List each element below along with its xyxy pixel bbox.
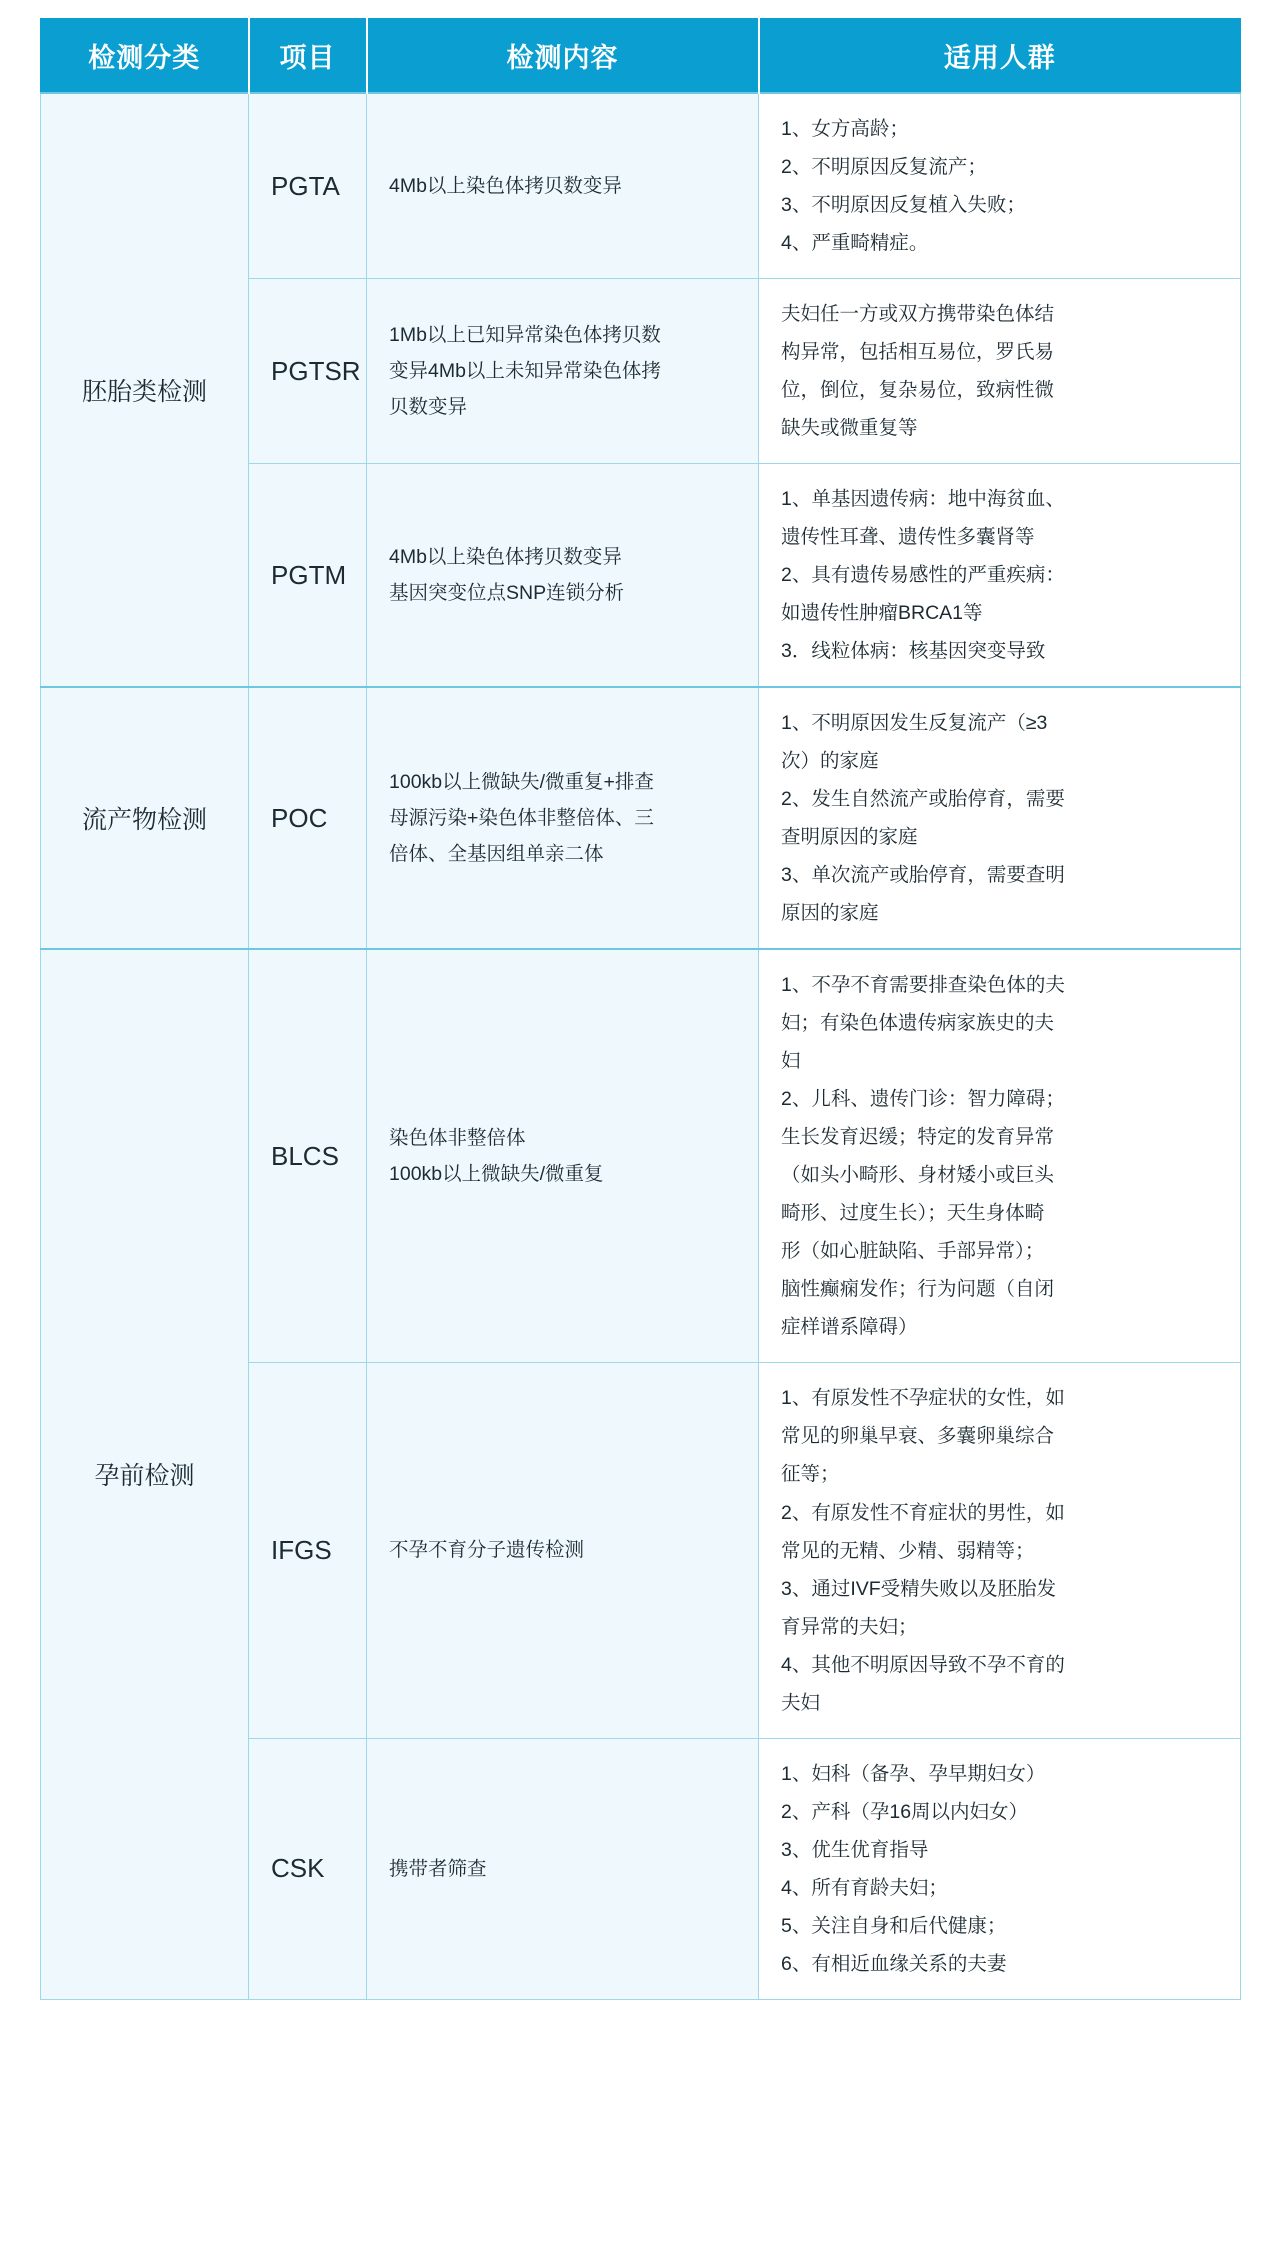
content-line: 染色体非整倍体: [389, 1127, 526, 1150]
cell-content: [367, 1363, 759, 1738]
people-line: 2、具有遗传易感性的严重疾病：: [781, 564, 1065, 587]
people-line: 原因的家庭: [781, 902, 879, 925]
content-line: 贝数变异: [389, 396, 468, 419]
people-line: 构异常，包括相互易位，罗氏易: [781, 341, 1055, 364]
cell-content: [367, 1738, 759, 1999]
content-line: 4Mb以上染色体拷贝数变异: [389, 546, 622, 569]
people-line: 妇: [781, 1050, 801, 1073]
cell-people: [759, 949, 1241, 1363]
cell-people: [759, 1738, 1241, 1999]
column-header-category: 检测分类: [41, 19, 249, 94]
people-line: 遗传性耳聋、遗传性多囊肾等: [781, 526, 1035, 549]
content-line: 基因突变位点SNP连锁分析: [389, 582, 625, 605]
people-line: 1、有原发性不孕症状的女性，如: [781, 1387, 1065, 1410]
people-line: （如头小畸形、身材矮小或巨头: [781, 1164, 1055, 1187]
column-header-content: 检测内容: [367, 19, 759, 94]
people-line: 育异常的夫妇；: [781, 1615, 918, 1638]
people-line: 常见的卵巢早衰、多囊卵巢综合: [781, 1425, 1055, 1448]
people-line: 3、单次流产或胎停育，需要查明: [781, 864, 1065, 887]
table-row: [41, 949, 1241, 1363]
content-line: 倍体、全基因组单亲二体: [389, 843, 604, 866]
content-line: 携带者筛查: [389, 1857, 487, 1880]
people-line: 2、产科（孕16周以内妇女）: [781, 1800, 1029, 1823]
cell-people: [759, 93, 1241, 279]
content-line: 100kb以上微缺失/微重复: [389, 1163, 604, 1186]
table-row: [41, 687, 1241, 949]
cell-item: CSK: [249, 1738, 367, 1999]
cell-people: [759, 279, 1241, 464]
cell-content: [367, 687, 759, 949]
people-line: 症样谱系障碍）: [781, 1316, 918, 1339]
cell-item: IFGS: [249, 1363, 367, 1738]
cell-category: 胚胎类检测: [41, 93, 249, 687]
people-line: 3、优生优育指导: [781, 1838, 929, 1861]
cell-item: PGTM: [249, 464, 367, 688]
people-line: 1、不明原因发生反复流产（≥3: [781, 712, 1048, 735]
content-line: 100kb以上微缺失/微重复+排查: [389, 771, 654, 794]
people-line: 畸形、过度生长）；天生身体畸: [781, 1202, 1045, 1225]
cell-people: [759, 687, 1241, 949]
content-line: 母源污染+染色体非整倍体、三: [389, 807, 654, 830]
content-line: 4Mb以上染色体拷贝数变异: [389, 175, 622, 197]
header-row: [41, 19, 1241, 94]
people-line: 脑性癫痫发作；行为问题（自闭: [781, 1278, 1055, 1301]
cell-content: [367, 93, 759, 279]
people-line: 位，倒位，复杂易位，致病性微: [781, 379, 1055, 402]
people-line: 2、不明原因反复流产；: [781, 156, 987, 179]
cell-content: [367, 464, 759, 688]
cell-item: POC: [249, 687, 367, 949]
cell-item: PGTSR: [249, 279, 367, 464]
cell-people: [759, 464, 1241, 688]
people-line: 形（如心脏缺陷、手部异常）；: [781, 1240, 1045, 1263]
cell-item: BLCS: [249, 949, 367, 1363]
table-body: [41, 93, 1241, 1999]
people-line: 2、儿科、遗传门诊：智力障碍；: [781, 1088, 1065, 1111]
people-line: 2、有原发性不育症状的男性，如: [781, 1501, 1065, 1524]
people-line: 征等；: [781, 1463, 840, 1486]
people-line: 4、严重畸精症。: [781, 232, 929, 255]
cell-category: 孕前检测: [41, 949, 249, 1999]
content-line: 不孕不育分子遗传检测: [389, 1539, 585, 1562]
cell-people: [759, 1363, 1241, 1738]
cell-item: PGTA: [249, 93, 367, 279]
people-line: 夫妇任一方或双方携带染色体结: [781, 303, 1055, 326]
cell-content: [367, 279, 759, 464]
people-line: 3．线粒体病：核基因突变导致: [781, 640, 1046, 663]
content-line: 1Mb以上已知异常染色体拷贝数: [389, 324, 661, 346]
people-line: 4、所有育龄夫妇；: [781, 1876, 948, 1899]
people-line: 夫妇: [781, 1691, 821, 1714]
people-line: 6、有相近血缘关系的夫妻: [781, 1952, 1007, 1975]
cell-category: 流产物检测: [41, 687, 249, 949]
people-line: 1、单基因遗传病：地中海贫血、: [781, 488, 1065, 511]
people-line: 3、通过IVF受精失败以及胚胎发: [781, 1577, 1057, 1600]
people-line: 常见的无精、少精、弱精等；: [781, 1539, 1035, 1562]
table-row: [41, 93, 1241, 279]
people-line: 缺失或微重复等: [781, 417, 918, 440]
column-header-item: 项目: [249, 19, 367, 94]
people-line: 5、关注自身和后代健康；: [781, 1914, 1007, 1937]
people-line: 如遗传性肿瘤BRCA1等: [781, 602, 983, 625]
people-line: 1、妇科（备孕、孕早期妇女）: [781, 1762, 1046, 1785]
people-line: 1、女方高龄；: [781, 118, 909, 140]
people-line: 2、发生自然流产或胎停育，需要: [781, 788, 1065, 811]
people-line: 3、不明原因反复植入失败；: [781, 194, 1026, 217]
people-line: 妇；有染色体遗传病家族史的夫: [781, 1012, 1055, 1035]
people-line: 查明原因的家庭: [781, 826, 918, 849]
table-header: [41, 19, 1241, 94]
people-line: 1、不孕不育需要排查染色体的夫: [781, 974, 1065, 997]
content-line: 变异4Mb以上未知异常染色体拷: [389, 360, 661, 383]
detection-table: [40, 18, 1241, 2000]
people-line: 4、其他不明原因导致不孕不育的: [781, 1653, 1065, 1676]
people-line: 生长发育迟缓；特定的发育异常: [781, 1126, 1055, 1149]
people-line: 次）的家庭: [781, 750, 879, 773]
column-header-people: 适用人群: [759, 19, 1241, 94]
cell-content: [367, 949, 759, 1363]
